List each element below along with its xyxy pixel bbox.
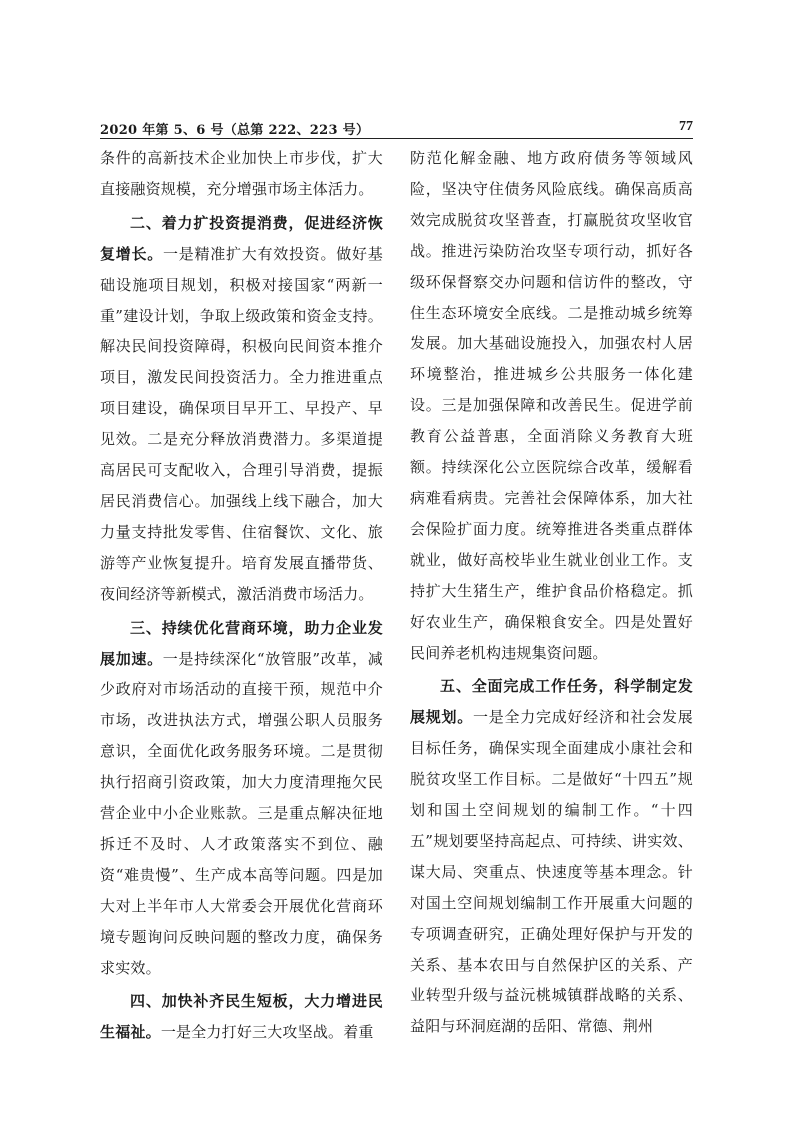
section-heading: 二、着力扩投资提消费，促进经济恢复增长。 bbox=[100, 213, 383, 263]
right-column bbox=[410, 143, 693, 1045]
section-body: 一是全力完成好经济和社会发展目标任务，确保实现全面建成小康社会和脱贫攻坚工作目标。二是做好“十四五”规划和国土空间规划的编制工作。“十四五”规划要坚持高起点、可持续、讲实效、谋大局、突重点、快速度等基本理念。针对国土空间规划编制工作开展重大问题的专项调查研究，正确处理好保护与开发的关系、基本农田与自然保护区的关系、产业转型升级与益沅桃城镇群战略的关系、益阳与环洞庭湖的岳阳、常德、荆州 bbox=[410, 708, 693, 1036]
section-heading: 四、加快补齐民生短板，大力增进民生福祉。 bbox=[100, 992, 383, 1042]
page-number: 77 bbox=[679, 119, 693, 134]
issue-info: 2020 年第 5、6 号（总第 222、223 号） bbox=[100, 123, 370, 138]
section-body: 一是持续深化“放管服”改革，减少政府对市场活动的直接干预，规范中介市场，改进执法方式，增强公职人员服务意识，全面优化政务服务环境。二是贯彻执行招商引资政策，加大力度清理拖欠民营企业中小企业账款。三是重点解决征地拆迁不及时、人才政策落实不到位、融资“难贵慢”、生产成本高等问题。四是加大对上半年市人大常委会开展优化营商环境专题询问反映问题的整改力度，确保务求实效。 bbox=[100, 649, 383, 977]
section-heading: 三、持续优化营商环境，助力企业发展加速。 bbox=[100, 618, 383, 668]
section-3 bbox=[100, 613, 383, 984]
section-body: 一是精准扩大有效投资。做好基础设施项目规划，积极对接国家“两新一重”建设计划，争取上级政策和资金支持。解决民间投资障碍，积极向民间资本推介项目，激发民间投资活力。全力推进重点项目建设，确保项目早开工、早投产、早见效。二是充分释放消费潜力。多渠道提高居民可支配收入，合理引导消费，提振居民消费信心。加强线上线下融合，加大力量支持批发零售、住宿餐饮、文化、旅游等产业恢复提升。培育发展直播带货、夜间经济等新模式，激活消费市场活力。 bbox=[100, 244, 383, 603]
section-5 bbox=[410, 671, 693, 1042]
left-column bbox=[100, 143, 383, 1051]
paragraph: 条件的高新技术企业加快上市步伐，扩大直接融资规模，充分增强市场主体活力。 bbox=[100, 149, 383, 198]
section-heading: 五、全面完成工作任务，科学制定发展规划。 bbox=[410, 677, 693, 727]
section-body: 一是全力打好三大攻坚战。着重 bbox=[160, 1023, 374, 1042]
section-2 bbox=[100, 208, 383, 610]
paragraph: 防范化解金融、地方政府债务等领域风险，坚决守住债务风险底线。确保高质高效完成脱贫攻坚普查，打赢脱贫攻坚收官战。推进污染防治攻坚专项行动，抓好各级环保督察交办问题和信访件的整改，守住生态环境安全底线。二是推动城乡统筹发展。加大基础设施投入，加强农村人居环境整治，推进城乡公共服务一体化建设。三是加强保障和改善民生。促进学前教育公益普惠，全面消除义务教育大班额。持续深化公立医院综合改革，缓解看病难看病贵。完善社会保障体系，加大社会保险扩面力度。统筹推进各类重点群体就业，做好高校毕业生就业创业工作。支持扩大生猪生产，维护食品价格稳定。抓好农业生产，确保粮食安全。四是处置好民间养老机构违规集资问题。 bbox=[410, 149, 693, 662]
section-4 bbox=[100, 986, 383, 1048]
running-header bbox=[100, 118, 693, 139]
